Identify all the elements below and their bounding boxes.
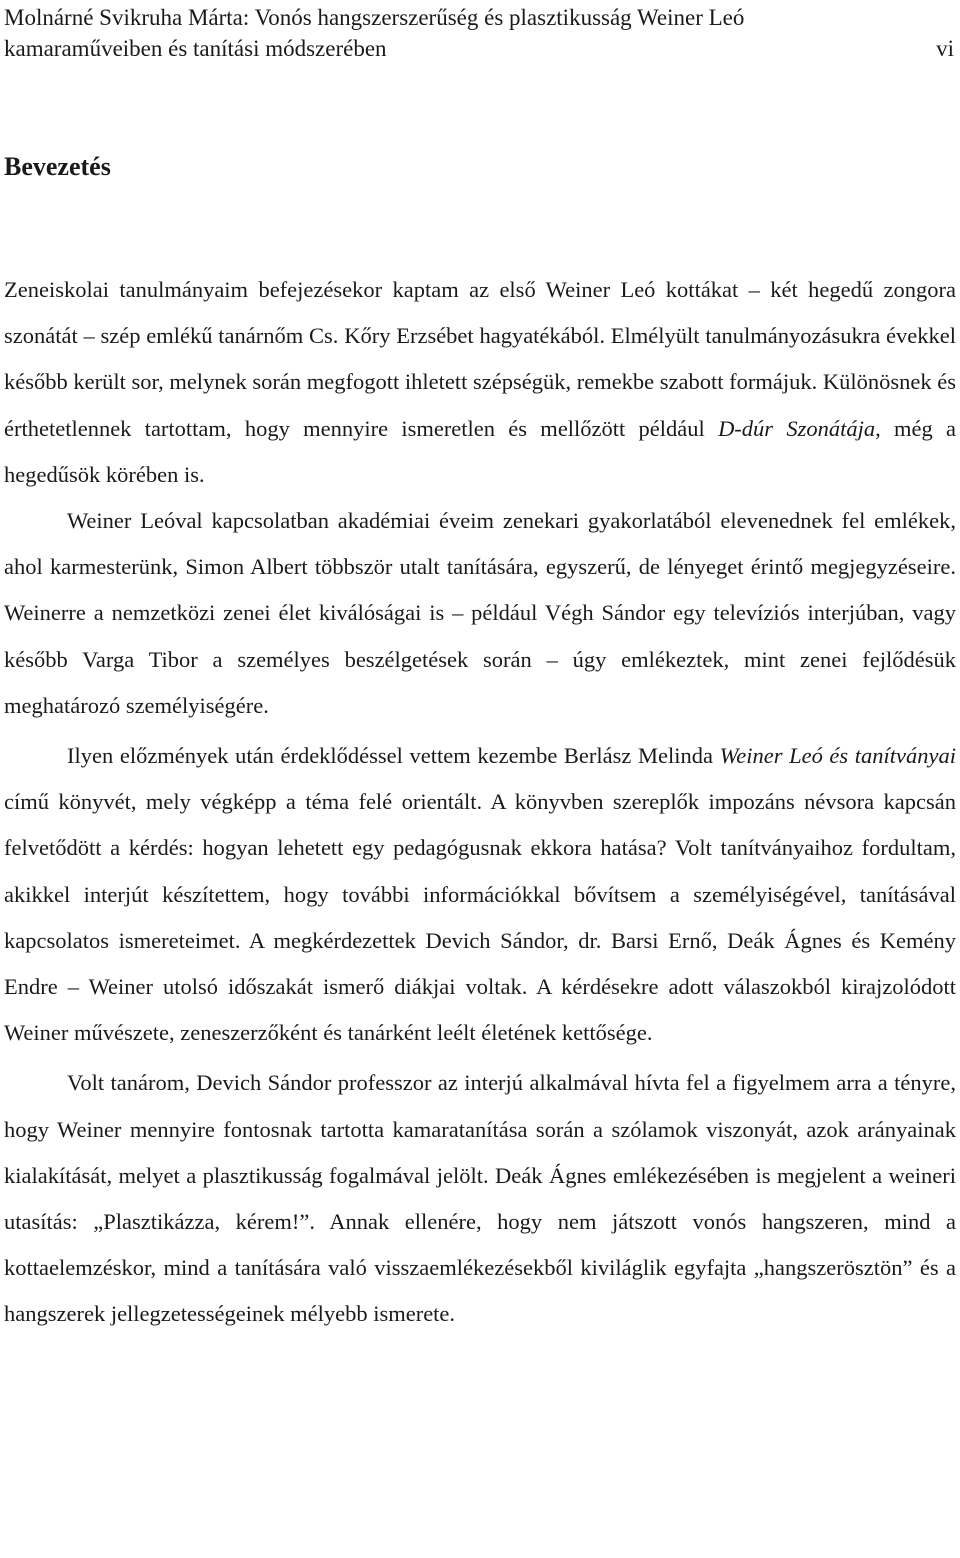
paragraph-4: Volt tanárom, Devich Sándor professzor az interjú alkalmával hívta fel a figyelmem arra a tényre, hogy Weiner mennyire fontosnak tartotta kamaratanítása során a szólamok viszonyát, azok arányainak kialakítását, melyet a plasztikusság fogalmával jelölt. Deák Ágnes emlékezésében is megjelent a weineri utasítás: „Plasztikázza, kérem!”. Annak ellenére, hogy nem játszott vonós hangszeren, mind a kottaelemzéskor, mind a tanítására való visszaemlékezésekből kiviláglik egyfajta „hangszerösztön” és a hangszerek jellegzetességeinek mélyebb ismerete.	[4, 1070, 956, 1327]
running-header-title-line-2: kamaraműveiben és tanítási módszerében	[4, 36, 387, 61]
paragraph-3-text-a: Ilyen előzmények után érdeklődéssel vettem kezembe Berlász Melinda	[67, 743, 720, 769]
paragraph-1-work-title: D-dúr Szonátája	[718, 415, 876, 441]
paragraph-3	[4, 733, 956, 1056]
paragraph-3-book-title: Weiner Leó és tanítványai	[719, 743, 956, 769]
paragraph-1	[4, 267, 956, 498]
page-number: vi	[936, 36, 954, 61]
section-heading: Bevezetés	[4, 152, 111, 181]
paragraph-1-text-a: Zeneiskolai tanulmányaim befejezésekor kaptam az első Weiner Leó kottákat – két hegedű zongora szonátát – szép emlékű tanárnőm Cs. Kőry Erzsébet hagyatékából. Elmélyült tanulmányozásukra évekkel később került sor, melynek során megfogott ihletett szépségük, remekbe szabott formájuk. Különösnek és érthetetlennek tartottam, hogy mennyire ismeretlen és mellőzött például	[4, 277, 956, 441]
running-header	[4, 2, 956, 64]
body-text	[4, 267, 956, 1338]
paragraph-2: Weiner Leóval kapcsolatban akadémiai éveim zenekari gyakorlatából elevenednek fel emlékek, ahol karmesterünk, Simon Albert többször utalt tanítására, egyszerű, de lényeget érintő megjegyzéseire. Weinerre a nemzetközi zenei élet kiválóságai is – például Végh Sándor egy televíziós interjúban, vagy később Varga Tibor a személyes beszélgetések során – úgy emlékeztek, mint zenei fejlődésük meghatározó személyiségére.	[4, 508, 956, 718]
paragraph-1-text-b: , még a hegedűsök körében is.	[4, 415, 956, 487]
running-header-title-line-1: Molnárné Svikruha Márta: Vonós hangszerszerűség és plasztikusság Weiner Leó	[4, 5, 745, 30]
paragraph-3-text-b: című könyvét, mely végképp a téma felé orientált. A könyvben szereplők impozáns névsora kapcsán felvetődött a kérdés: hogyan lehetett egy pedagógusnak ekkora hatása? Volt tanítványaihoz fordultam, akikkel interjút készítettem, hogy további információkkal bővítsem a személyiségével, tanításával kapcsolatos ismereteimet. A megkérdezettek Devich Sándor, dr. Barsi Ernő, Deák Ágnes és Kemény Endre – Weiner utolsó időszakát ismerő diákjai voltak. A kérdésekre adott válaszokból kirajzolódott Weiner művészete, zeneszerzőként és tanárként leélt életének kettősége.	[4, 789, 956, 1046]
running-header-line-2	[4, 33, 956, 64]
